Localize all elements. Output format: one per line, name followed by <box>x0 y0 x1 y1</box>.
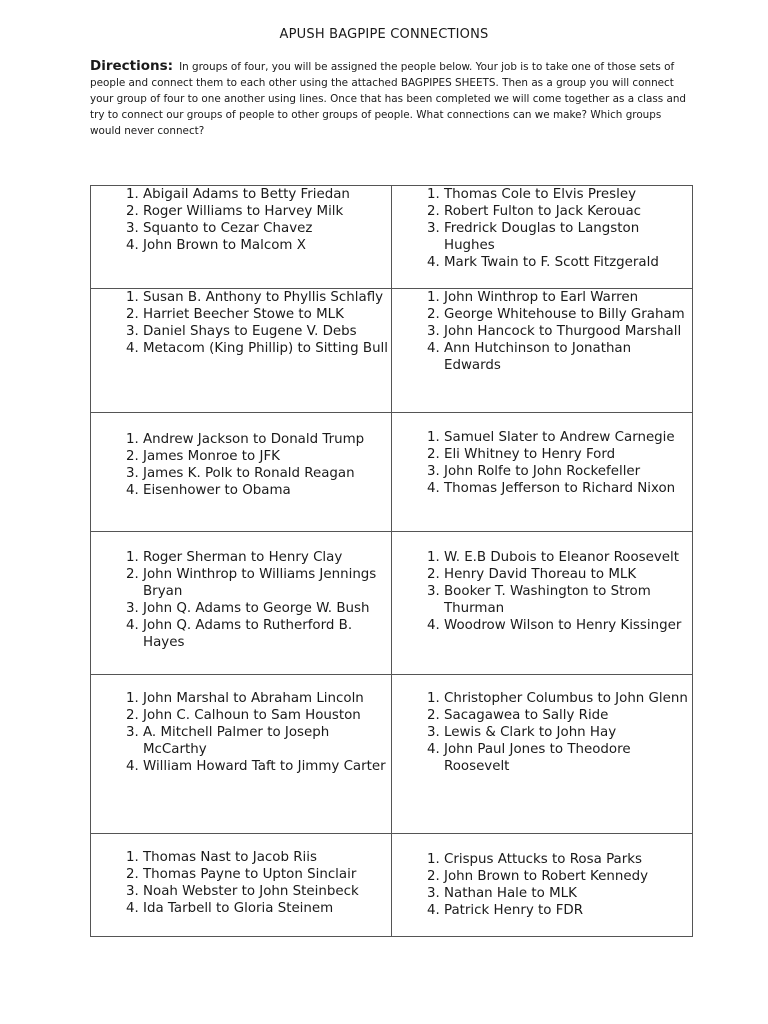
group-cell <box>91 413 392 532</box>
table-row <box>91 532 693 675</box>
list-item: 2. James Monroe to JFK <box>143 448 391 465</box>
list-item: 2. Roger Williams to Harvey Milk <box>143 203 391 220</box>
list-item: 1. Abigail Adams to Betty Friedan <box>143 186 391 203</box>
table-row <box>91 675 693 834</box>
group-list <box>392 429 692 497</box>
list-item: 1. Susan B. Anthony to Phyllis Schlafly <box>143 289 391 306</box>
group-list <box>392 851 692 919</box>
table-row <box>91 186 693 289</box>
group-cell <box>392 834 693 937</box>
group-cell <box>91 186 392 289</box>
group-cell <box>392 186 693 289</box>
group-cell <box>392 675 693 834</box>
list-item: 1. Christopher Columbus to John Glenn <box>444 690 692 707</box>
list-item: 1. Thomas Cole to Elvis Presley <box>444 186 692 203</box>
list-item: 4. Patrick Henry to FDR <box>444 902 692 919</box>
list-item: 1. Thomas Nast to Jacob Riis <box>143 849 391 866</box>
list-item: 2. John C. Calhoun to Sam Houston <box>143 707 391 724</box>
list-item: 2. Sacagawea to Sally Ride <box>444 707 692 724</box>
list-item: 3. Squanto to Cezar Chavez <box>143 220 391 237</box>
list-item: 4. Metacom (King Phillip) to Sitting Bull <box>143 340 391 357</box>
list-item: 1. John Winthrop to Earl Warren <box>444 289 692 306</box>
directions-paragraph <box>90 58 690 139</box>
list-item: 4. Ann Hutchinson to Jonathan Edwards <box>444 340 692 374</box>
list-item: 1. Roger Sherman to Henry Clay <box>143 549 391 566</box>
group-list <box>392 549 692 634</box>
groups-table <box>90 185 693 937</box>
list-item: 2. Eli Whitney to Henry Ford <box>444 446 692 463</box>
list-item: 1. Crispus Attucks to Rosa Parks <box>444 851 692 868</box>
list-item: 4. Thomas Jefferson to Richard Nixon <box>444 480 692 497</box>
list-item: 2. George Whitehouse to Billy Graham <box>444 306 692 323</box>
list-item: 2. Harriet Beecher Stowe to MLK <box>143 306 391 323</box>
list-item: 2. Robert Fulton to Jack Kerouac <box>444 203 692 220</box>
group-cell <box>91 675 392 834</box>
list-item: 3. John Hancock to Thurgood Marshall <box>444 323 692 340</box>
group-list <box>91 549 391 651</box>
table-row <box>91 834 693 937</box>
list-item: 3. James K. Polk to Ronald Reagan <box>143 465 391 482</box>
list-item: 4. John Brown to Malcom X <box>143 237 391 254</box>
group-list <box>392 289 692 374</box>
table-row <box>91 289 693 413</box>
list-item: 4. John Q. Adams to Rutherford B. Hayes <box>143 617 391 651</box>
group-list <box>91 431 391 499</box>
group-cell <box>392 532 693 675</box>
list-item: 3. Daniel Shays to Eugene V. Debs <box>143 323 391 340</box>
list-item: 3. Lewis & Clark to John Hay <box>444 724 692 741</box>
group-list <box>91 690 391 775</box>
list-item: 1. Andrew Jackson to Donald Trump <box>143 431 391 448</box>
group-cell <box>392 289 693 413</box>
list-item: 4. Eisenhower to Obama <box>143 482 391 499</box>
list-item: 3. John Rolfe to John Rockefeller <box>444 463 692 480</box>
group-cell <box>91 532 392 675</box>
page-title: APUSH BAGPIPE CONNECTIONS <box>279 27 489 42</box>
group-list <box>392 690 692 775</box>
list-item: 4. John Paul Jones to Theodore Roosevelt <box>444 741 692 775</box>
group-list <box>91 849 391 917</box>
list-item: 2. Thomas Payne to Upton Sinclair <box>143 866 391 883</box>
group-cell <box>392 413 693 532</box>
list-item: 1. W. E.B Dubois to Eleanor Roosevelt <box>444 549 692 566</box>
directions-label: Directions: <box>90 58 174 74</box>
list-item: 4. Ida Tarbell to Gloria Steinem <box>143 900 391 917</box>
list-item: 3. A. Mitchell Palmer to Joseph McCarthy <box>143 724 391 758</box>
group-list <box>392 186 692 271</box>
list-item: 4. Woodrow Wilson to Henry Kissinger <box>444 617 692 634</box>
group-cell <box>91 289 392 413</box>
list-item: 3. Nathan Hale to MLK <box>444 885 692 902</box>
directions-text: In groups of four, you will be assigned the people below. Your job is to take one of those sets of people and connect them to each other using the attached BAGPIPES SHEETS. Then as a group you will connect your group of four to one another using lines. Once that has been completed we will come together as a class and try to connect our groups of people to other groups of people. What connections can we make? Which groups would never connect? <box>90 61 687 137</box>
list-item: 2. Henry David Thoreau to MLK <box>444 566 692 583</box>
table-row <box>91 413 693 532</box>
list-item: 4. William Howard Taft to Jimmy Carter <box>143 758 391 775</box>
list-item: 3. Booker T. Washington to Strom Thurman <box>444 583 692 617</box>
list-item: 2. John Winthrop to Williams Jennings Bryan <box>143 566 391 600</box>
list-item: 1. Samuel Slater to Andrew Carnegie <box>444 429 692 446</box>
list-item: 3. Noah Webster to John Steinbeck <box>143 883 391 900</box>
list-item: 1. John Marshal to Abraham Lincoln <box>143 690 391 707</box>
group-list <box>91 289 391 357</box>
list-item: 3. John Q. Adams to George W. Bush <box>143 600 391 617</box>
list-item: 4. Mark Twain to F. Scott Fitzgerald <box>444 254 692 271</box>
list-item: 3. Fredrick Douglas to Langston Hughes <box>444 220 692 254</box>
list-item: 2. John Brown to Robert Kennedy <box>444 868 692 885</box>
group-cell <box>91 834 392 937</box>
group-list <box>91 186 391 254</box>
